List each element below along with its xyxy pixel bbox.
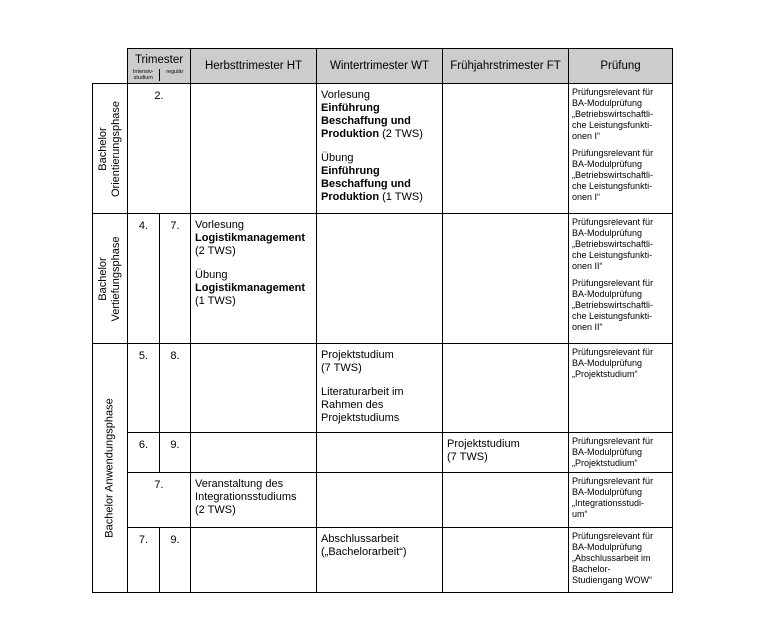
trimester-number: 7.	[128, 473, 191, 528]
pruef-line: onen II“	[572, 261, 603, 271]
trimester-number-regulaer: 8.	[160, 344, 191, 433]
trimester-title: Trimester	[134, 54, 184, 66]
cell-line: („Bachelorarbeit“)	[321, 546, 407, 558]
phase-label: Orientierungsphase	[110, 100, 122, 197]
trimester-number-regulaer: 9.	[160, 528, 191, 593]
course-title: Einführung Beschaffung und Produktion	[321, 102, 411, 140]
pruef-line: Prüfungsrelevant für	[572, 347, 654, 357]
ft-cell	[443, 84, 569, 214]
pruef-line: che Leistungsfunkti-	[572, 181, 653, 191]
pruef-line: Bachelor-	[572, 564, 611, 574]
phase-label: Vertiefungsphase	[110, 235, 122, 322]
pruef-line: „Betriebswirtschaftli-	[572, 300, 654, 310]
header-trimester	[128, 49, 191, 84]
pruef-line: onen II“	[572, 322, 603, 332]
pruef-line: BA-Modulprüfung	[572, 228, 643, 238]
phase-orientierung	[93, 84, 128, 214]
phase-label: Bachelor Anwendungsphase	[103, 398, 116, 538]
pruef-line: Prüfungsrelevant für	[572, 217, 654, 227]
pruef-line: „Projektstudium“	[572, 458, 638, 468]
pruef-line: BA-Modulprüfung	[572, 98, 643, 108]
course-type: Vorlesung	[321, 89, 370, 101]
pruef-line: BA-Modulprüfung	[572, 487, 643, 497]
cell-line: Integrationsstudiums	[195, 491, 297, 503]
pruefung-cell	[569, 214, 673, 344]
ht-cell	[191, 433, 317, 473]
cell-line: Projektstudium	[447, 438, 520, 450]
cell-line: (7 TWS)	[447, 451, 488, 463]
pruef-line: Prüfungsrelevant für	[572, 278, 654, 288]
cell-line: Literaturarbeit im	[321, 386, 404, 398]
header-pruefung: Prüfung	[569, 49, 673, 84]
pruef-line: „Betriebswirtschaftli-	[572, 239, 654, 249]
ft-cell	[443, 528, 569, 593]
trimester-number-intensiv: 7.	[128, 528, 160, 593]
cell-line: Abschlussarbeit	[321, 533, 399, 545]
pruef-line: che Leistungsfunkti-	[572, 250, 653, 260]
ft-cell	[443, 473, 569, 528]
pruef-line: Prüfungsrelevant für	[572, 87, 654, 97]
pruef-line: BA-Modulprüfung	[572, 159, 643, 169]
ft-cell	[443, 214, 569, 344]
course-type: Vorlesung	[195, 219, 244, 231]
wt-cell	[317, 528, 443, 593]
pruef-line: Prüfungsrelevant für	[572, 436, 654, 446]
ht-cell	[191, 528, 317, 593]
wt-cell	[317, 84, 443, 214]
cell-line: (7 TWS)	[321, 362, 362, 374]
pruef-line: Prüfungsrelevant für	[572, 531, 654, 541]
pruef-line: „Projektstudium“	[572, 369, 638, 379]
course-type: Übung	[321, 152, 354, 164]
trimester-number-intensiv: 4.	[128, 214, 160, 344]
pruef-line: „Betriebswirtschaftli-	[572, 109, 654, 119]
cell-line: Rahmen des	[321, 399, 384, 411]
cell-line: Projektstudiums	[321, 412, 400, 424]
cell-line: Veranstaltung des	[195, 478, 284, 490]
curriculum-table	[92, 48, 673, 593]
course-tws: (2 TWS)	[382, 128, 423, 140]
header-ht: Herbsttrimester HT	[191, 49, 317, 84]
pruefung-cell	[569, 433, 673, 473]
trimester-number-intensiv: 5.	[128, 344, 160, 433]
pruef-line: „Betriebswirtschaftli-	[572, 170, 654, 180]
wt-cell	[317, 344, 443, 433]
pruef-line: BA-Modulprüfung	[572, 358, 643, 368]
pruefung-cell	[569, 528, 673, 593]
course-title: Einführung Beschaffung und Produktion	[321, 165, 411, 203]
header-wt: Wintertrimester WT	[317, 49, 443, 84]
course-title: Logistikmanagement	[195, 232, 306, 244]
ft-cell	[443, 433, 569, 473]
course-tws: (1 TWS)	[195, 295, 236, 307]
wt-cell	[317, 214, 443, 344]
course-title: Logistikmanagement	[195, 282, 306, 294]
trimester-number-intensiv: 6.	[128, 433, 160, 473]
pruef-line: BA-Modulprüfung	[572, 447, 643, 457]
pruef-line: onen I“	[572, 131, 601, 141]
trimester-number-regulaer: 9.	[160, 433, 191, 473]
wt-cell	[317, 473, 443, 528]
phase-label: Bachelor	[97, 256, 109, 301]
pruefung-cell	[569, 84, 673, 214]
ht-cell	[191, 344, 317, 433]
pruef-line: che Leistungsfunkti-	[572, 311, 653, 321]
trimester-number-regulaer: 7.	[160, 214, 191, 344]
header-ft: Frühjahrstrimester FT	[443, 49, 569, 84]
ht-cell	[191, 84, 317, 214]
phase-label: Bachelor	[97, 126, 109, 171]
pruef-line: BA-Modulprüfung	[572, 542, 643, 552]
trimester-number: 2.	[128, 84, 191, 214]
phase-anwendung	[93, 344, 128, 593]
phase-vertiefung	[93, 214, 128, 344]
wt-cell	[317, 433, 443, 473]
cell-line: Projektstudium	[321, 349, 394, 361]
pruefung-cell	[569, 344, 673, 433]
pruef-line: Studiengang WOW“	[572, 575, 653, 585]
pruef-line: BA-Modulprüfung	[572, 289, 643, 299]
pruef-line: Prüfungsrelevant für	[572, 476, 654, 486]
course-tws: (1 TWS)	[382, 191, 423, 203]
regulaer-label: regulär	[166, 69, 184, 75]
pruef-line: um“	[572, 509, 588, 519]
cell-line: (2 TWS)	[195, 504, 236, 516]
ft-cell	[443, 344, 569, 433]
intensiv-label: Intensiv-studium	[128, 69, 160, 81]
pruefung-cell	[569, 473, 673, 528]
header-blank	[93, 49, 128, 84]
course-type: Übung	[195, 269, 228, 281]
pruef-line: che Leistungsfunkti-	[572, 120, 653, 130]
course-tws: (2 TWS)	[195, 245, 236, 257]
pruef-line: „Integrationsstudi-	[572, 498, 645, 508]
pruef-line: „Abschlussarbeit im	[572, 553, 651, 563]
pruef-line: onen I“	[572, 192, 601, 202]
ht-cell	[191, 473, 317, 528]
ht-cell	[191, 214, 317, 344]
pruef-line: Prüfungsrelevant für	[572, 148, 654, 158]
